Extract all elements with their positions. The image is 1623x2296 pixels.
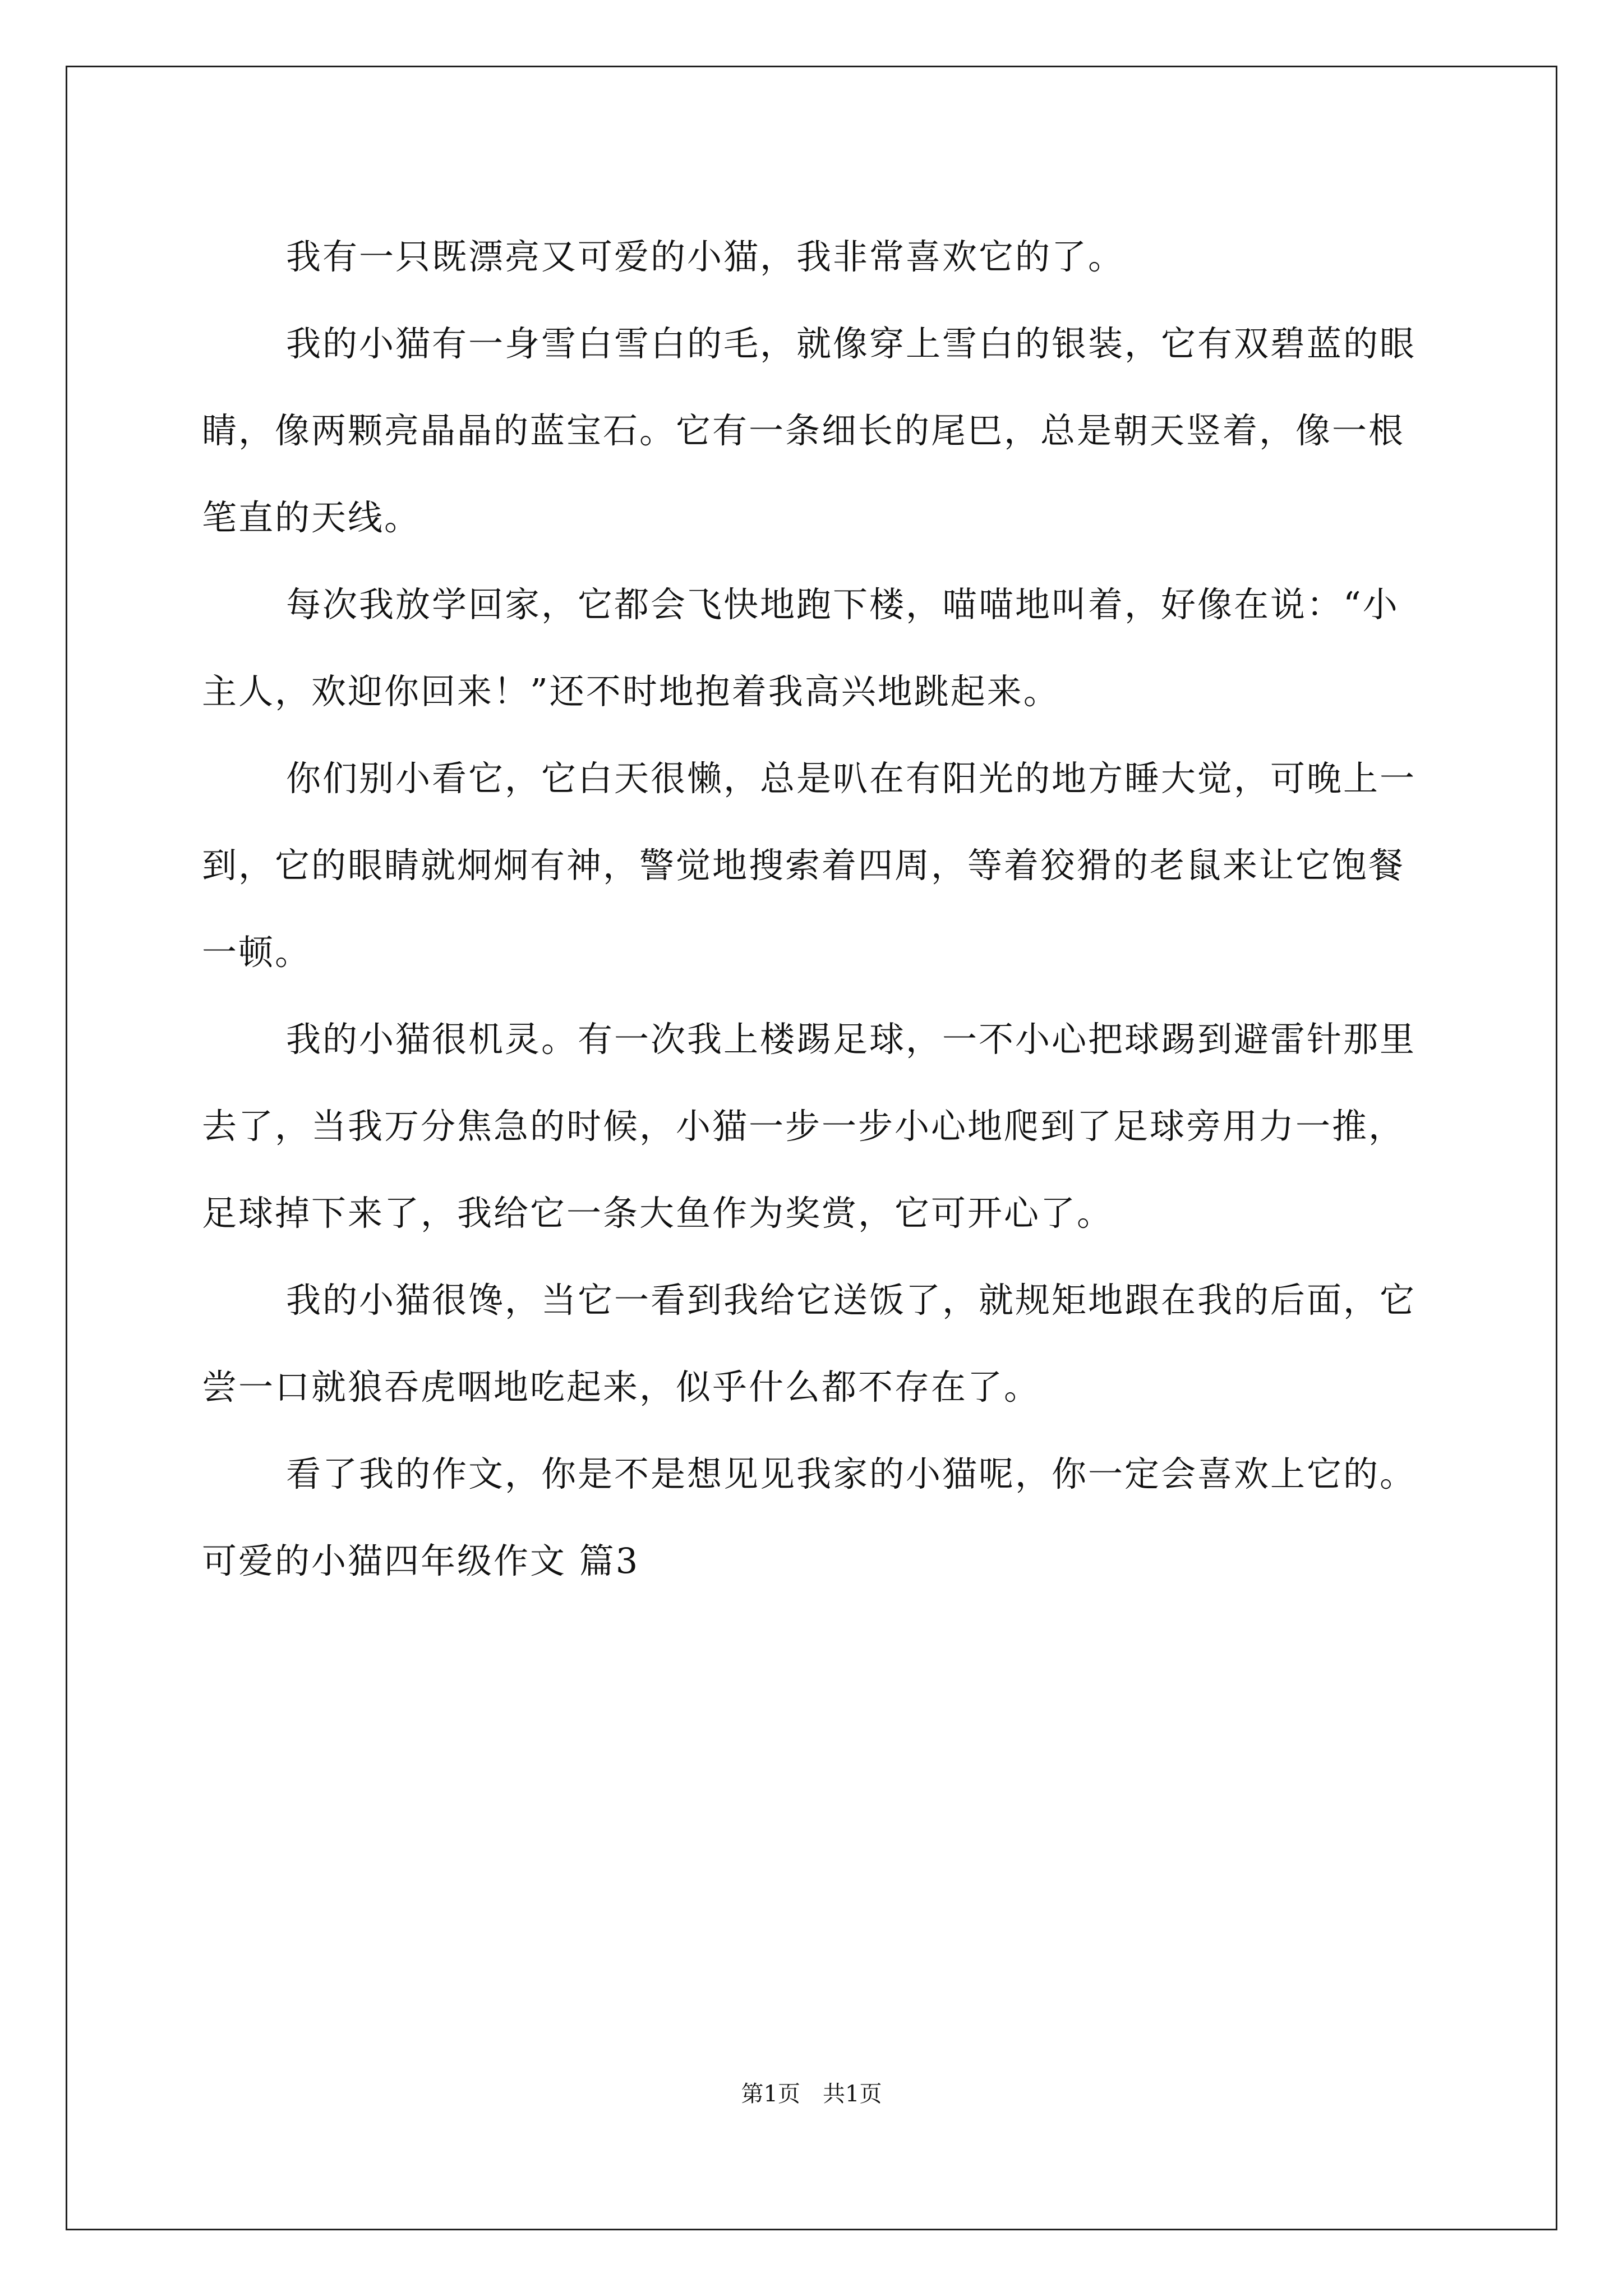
paragraph-5: 我的小猫很机灵。有一次我上楼踢足球，一不小心把球踢到避雷针那里去了，当我万分焦急的时候，小猫一步一步小心地爬到了足球旁用力一推，足球掉下来了，我给它一条大鱼作为奖赏，它可开心了。 xyxy=(202,1019,1417,1234)
paragraph-6: 我的小猫很馋，当它一看到我给它送饭了，就规矩地跟在我的后面，它尝一口就狼吞虎咽地吃起来，似乎什么都不存在了。 xyxy=(202,1280,1417,1407)
paragraph-4: 你们别小看它，它白天很懒，总是叭在有阳光的地方睡大觉，可晚上一到，它的眼睛就炯炯有神，警觉地搜索着四周，等着狡猾的老鼠来让它饱餐一顿。 xyxy=(202,758,1417,973)
page-footer xyxy=(0,2080,1623,2108)
paragraph-3: 每次我放学回家，它都会飞快地跑下楼，喵喵地叫着，好像在说：“小主人，欢迎你回来！”还不时地抱着我高兴地跳起来。 xyxy=(202,584,1399,712)
paragraph-2: 我的小猫有一身雪白雪白的毛，就像穿上雪白的银装，它有双碧蓝的眼睛，像两颗亮晶晶的蓝宝石。它有一条细长的尾巴，总是朝天竖着，像一根笔直的天线。 xyxy=(202,323,1417,538)
document-body xyxy=(202,213,1430,1604)
section-heading: 可爱的小猫四年级作文 篇3 xyxy=(202,1540,640,1581)
paragraph-7: 看了我的作文，你是不是想见见我家的小猫呢，你一定会喜欢上它的。 xyxy=(286,1453,1417,1494)
paragraph-1: 我有一只既漂亮又可爱的小猫，我非常喜欢它的了。 xyxy=(286,236,1125,277)
page-number: 第1页 xyxy=(741,2081,800,2107)
page-total: 共1页 xyxy=(823,2081,882,2107)
